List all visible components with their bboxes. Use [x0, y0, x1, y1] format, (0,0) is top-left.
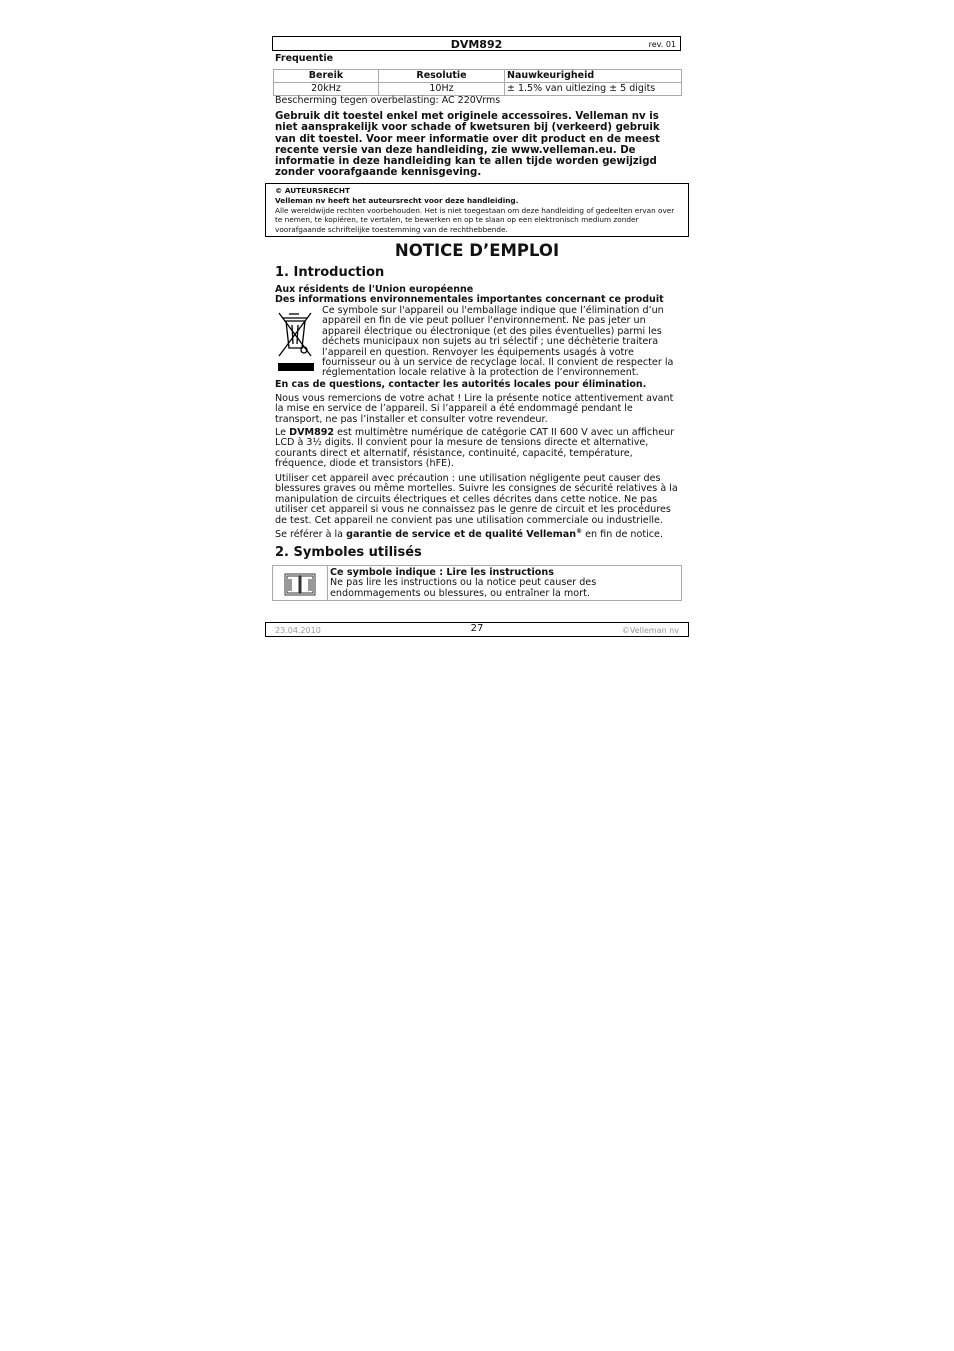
- ref-prefix: Se référer à la: [275, 529, 347, 540]
- col-header-accuracy: Nauwkeurigheid: [505, 70, 682, 83]
- weee-bar-mark: [278, 363, 314, 371]
- ref-suffix: en fin de notice.: [582, 529, 663, 540]
- desc-rest: est multimètre numérique de catégorie CAT II 600 V avec un afficheur LCD à 3½ digits. Il convient pour la mesure de tensions directe et alternative, courants direct et alternatif, résistance, continuité, capacité, température, fréquence, diode et transistors (hFE).: [275, 427, 675, 470]
- copyright-body: Alle wereldwijde rechten voorbehouden. Het is niet toegestaan om deze handleiding of gedeelten ervan over te nemen, te kopiëren, te vertalen, te bewerken en op te slaan op een elektronisch medium zonder voorafgaande schriftelijke toestemming van de rechthebbende.: [275, 205, 675, 235]
- registered-mark: ®: [576, 527, 583, 535]
- desc-prefix: Le: [275, 427, 290, 438]
- frequency-label: Frequentie: [275, 53, 334, 64]
- col-header-resolution: Resolutie: [379, 70, 505, 83]
- accessories-warning: Gebruik dit toestel enkel met originele accessoires. Velleman nv is niet aansprakelijk voor schade of kwetsuren bij (verkeerd) gebruik van dit toestel. Voor meer informatie over dit product en de meest recente versie van deze handleiding, zie www.velleman.eu. De informatie in deze handleiding kan te allen tijde worden gewijzigd zonder voorafgaande kennisgeving.: [275, 111, 660, 179]
- overload-protection: Bescherming tegen overbelasting: AC 220Vrms: [275, 95, 501, 106]
- desc-model: DVM892: [289, 427, 335, 438]
- table-row: [274, 83, 682, 96]
- eu-residents-heading: [275, 285, 664, 305]
- residents-label: Aux résidents de l'Union européenne: [275, 284, 474, 295]
- page-title: NOTICE D’EMPLOI: [394, 241, 560, 260]
- table-header-row: [274, 70, 682, 83]
- section-heading-introduction: 1. Introduction: [275, 265, 385, 280]
- thanks-paragraph: Nous vous remercions de votre achat ! Lire la présente notice attentivement avant la mise en service de l’appareil. Si l’appareil a été endommagé pendant le transport, ne pas l’installer et consulter votre revendeur.: [275, 393, 674, 425]
- copyright-title: © AUTEURSRECHT: [275, 186, 350, 195]
- copyright-box: [265, 183, 689, 237]
- description-paragraph: [275, 428, 681, 470]
- frequency-table: [273, 69, 682, 96]
- contact-notice: En cas de questions, contacter les autorités locales pour élimination.: [275, 379, 647, 390]
- section-heading-symbols: 2. Symboles utilisés: [275, 545, 422, 560]
- cell-resolution: 10Hz: [379, 83, 505, 96]
- ref-bold: garantie de service et de qualité Velleman: [346, 529, 577, 540]
- footer-copyright: ©Velleman nv: [621, 626, 679, 635]
- copyright-subtitle: Velleman nv heeft het auteursrecht voor deze handleiding.: [275, 195, 519, 205]
- cell-accuracy: ± 1.5% van uitlezing ± 5 digits: [505, 83, 682, 96]
- symbol-table: [272, 565, 682, 601]
- warranty-reference: [275, 527, 681, 540]
- col-header-range: Bereik: [274, 70, 379, 83]
- footer-date: 23.04.2010: [275, 626, 321, 635]
- model-name: DVM892: [450, 38, 503, 51]
- crossed-bin-icon: [277, 310, 313, 358]
- page-header: [272, 36, 681, 51]
- revision: rev. 01: [648, 40, 676, 49]
- page-number: 27: [470, 623, 484, 634]
- env-info-label: Des informations environnementales importantes concernant ce produit: [275, 294, 664, 306]
- caution-paragraph: Utiliser cet appareil avec précaution : une utilisation négligente peut causer des blessures graves ou même mortelles. Suivre les consignes de sécurité relatives à la manipulation de circuits électriques et celles décrites dans cette notice. Ne pas utiliser cet appareil si vous ne connaissez pas le genre de circuit et les procédures de test. Cet appareil ne convient pas une utilisation commerciale ou industrielle.: [275, 473, 678, 526]
- symbol-text: Ne pas lire les instructions ou la notice peut causer des endommagements ou blessures, ou entraîner la mort.: [330, 577, 597, 599]
- symbol-description: [330, 568, 680, 599]
- symbol-title: Ce symbole indique : Lire les instructions: [330, 567, 554, 578]
- weee-text: Ce symbole sur l'appareil ou l'emballage indique que l’élimination d’un appareil en fin de vie peut polluer l'environnement. Ne pas jeter un appareil électrique ou électronique (et des piles éventuelles) parmi les déchets municipaux non sujets au tri sélectif ; une déchèterie traitera l’appareil en question. Renvoyer les équipements usagés à votre fournisseur ou à un service de recyclage local. Il convient de respecter la réglementation locale relative à la protection de l’environnement.: [322, 305, 674, 379]
- table-divider: [327, 566, 328, 600]
- page-footer: [265, 622, 689, 637]
- cell-range: 20kHz: [274, 83, 379, 96]
- book-icon: [284, 571, 316, 597]
